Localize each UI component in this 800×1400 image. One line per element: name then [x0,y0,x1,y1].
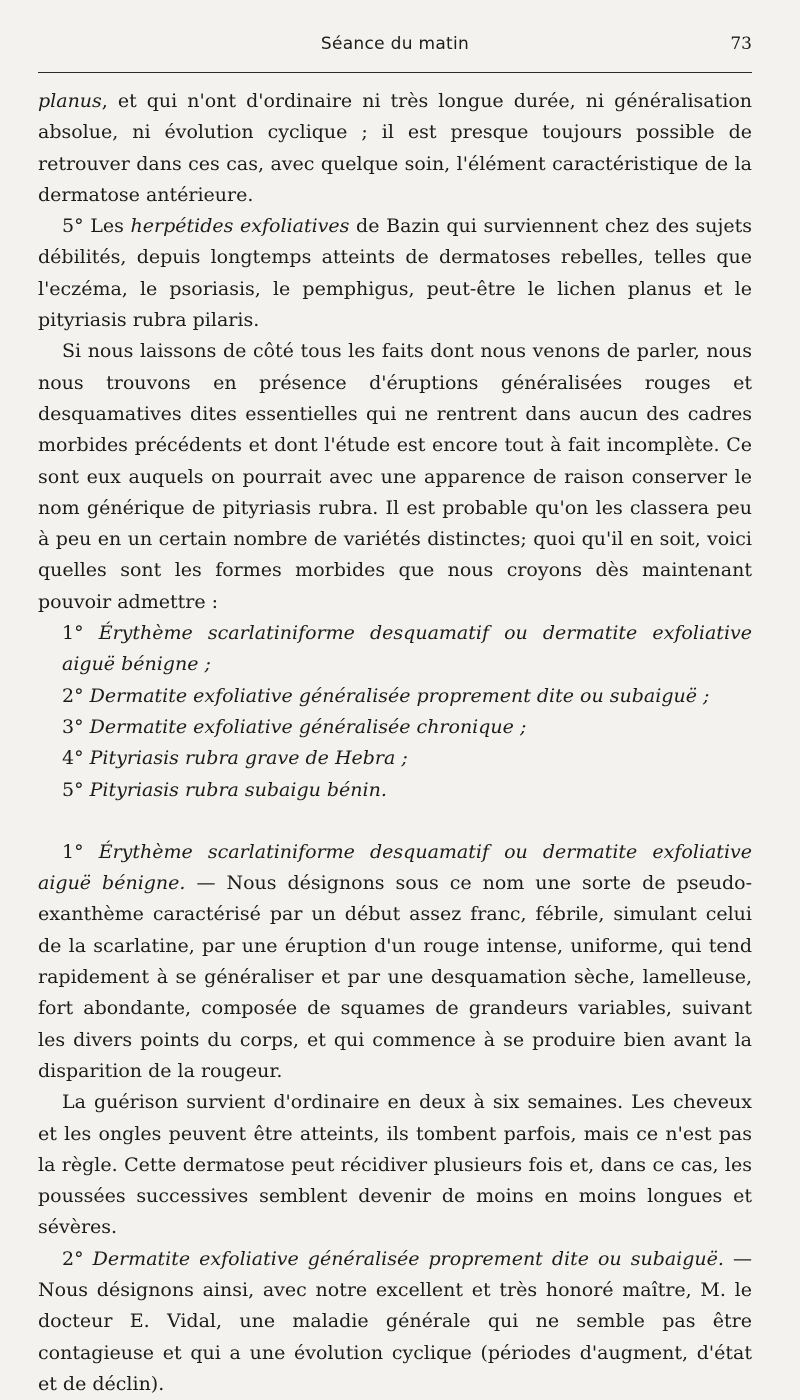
running-header [38,30,752,62]
paragraph-1-text: , et qui n'ont d'ordinaire ni très longue durée, ni généralisation absolue, ni évolution cyclique ; il est presque toujours possible de retrouver dans ces cas, avec quelque soin, l'élément caractéristique de la dermatose antérieure. [38,90,752,206]
paragraph-6-heading: Dermatite exfoliative généralisée proprement dite ou subaiguë. [92,1247,724,1270]
paragraph-1 [38,86,752,211]
list-item-text: Pityriasis rubra subaigu bénin. [89,778,387,801]
header-rule [38,72,752,73]
paragraph-4 [38,837,752,1087]
paragraph-5: La guérison survient d'ordinaire en deux à six semaines. Les cheveux et les ongles peuvent être atteints, ils tombent parfois, mais ce n'est pas la règle. Cette dermatose peut récidiver plusieurs fois et, dans ce cas, les poussées successives semblent devenir de moins en moins longues et sévères. [38,1091,752,1239]
paragraph-4-number: 1° [62,840,99,863]
list-item [38,618,752,681]
list-item-number: 4° [62,747,90,770]
paragraph-1-italic: planus [38,90,102,112]
paragraph-3: Si nous laissons de côté tous les faits dont nous venons de parler, nous nous trouvons en présence d'éruptions généralisées rouges et desquamatives dites essentielles qui ne rentrent dans aucun des cadres morbides précédents et dont l'étude est encore tout à fait incomplète. Ce sont eux auquels on pourrait avec une apparence de raison conserver le nom générique de pityriasis rubra. Il est probable qu'on les classera peu à peu en un certain nombre de variétés distinctes; quoi qu'il en soit, voici quelles sont les formes morbides que nous croyons dès maintenant pouvoir admettre : [38,340,752,613]
paragraph-6-text: — Nous désignons ainsi, avec notre excellent et très honoré maître, M. le docteur E. Vidal, une maladie générale qui ne semble pas être contagieuse et qui a une évolution cyclique (périodes d'augment, d'état et de déclin). [38,1247,752,1395]
paragraph-4-text: — Nous désignons sous ce nom une sorte de pseudo-exanthème caractérisé par un début assez franc, fébrile, simulant celui de la scarlatine, par une éruption d'un rouge intense, uniforme, qui tend rapidement à se généraliser et par une desquamation sèche, lamelleuse, fort abondante, composée de squames de grandeurs variables, suivant les divers points du corps, et qui commence à se produire bien avant la disparition de la rougeur. [38,872,752,1082]
list-item-number: 5° [62,778,90,801]
list-item [38,712,752,743]
list-item-text: Dermatite exfoliative généralisée proprement dite ou subaiguë ; [89,684,710,707]
list-item [38,681,752,712]
page-body [38,86,752,1400]
section-gap [38,806,752,837]
paragraph-2-italic: herpétides exfoliatives [130,215,350,238]
paragraph-2-text: de Bazin qui surviennent chez des sujets débilités, depuis longtemps atteints de dermatoses rebelles, telles que l'eczéma, le psoriasis, le pemphigus, peut-être le lichen planus et le pityriasis rubra pilaris. [38,215,753,332]
paragraph-2 [38,211,752,336]
running-title: Séance du matin [320,34,470,54]
list-item-number: 1° [62,622,99,645]
paragraph-6-number: 2° [62,1247,93,1270]
list-item-text: Dermatite exfoliative généralisée chronique ; [89,715,527,738]
paragraph-4-heading: Érythème scarlatiniforme desquamatif ou dermatite exfoliative aiguë bénigne. [38,840,752,895]
paragraph-6 [38,1244,752,1400]
list-item-text: Pityriasis rubra grave de Hebra ; [89,747,408,770]
list-item-number: 3° [62,715,90,738]
list-item-number: 2° [62,684,90,707]
page-number: 73 [730,34,752,54]
list-item [38,743,752,774]
list-item-text: Érythème scarlatiniforme desquamatif ou dermatite exfoliative aiguë bénigne ; [62,622,752,676]
list-item [38,775,752,806]
paragraph-2-number: 5° Les [62,215,131,238]
forms-list [38,618,752,806]
